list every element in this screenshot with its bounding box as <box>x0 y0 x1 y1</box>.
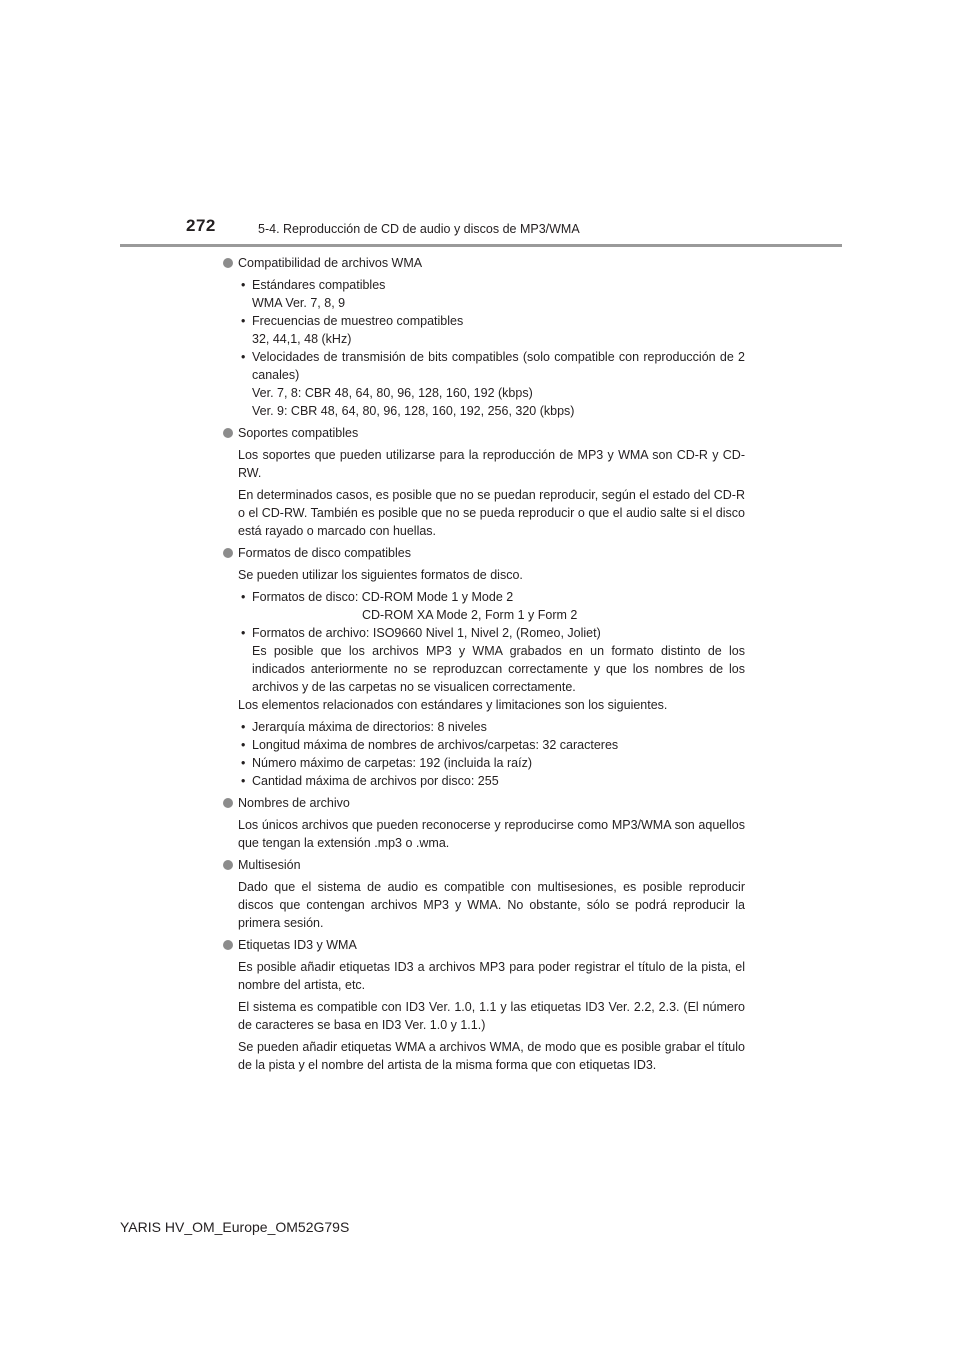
list-item-detail: CD-ROM XA Mode 2, Form 1 y Form 2 <box>362 608 578 622</box>
circle-bullet-icon <box>223 428 233 438</box>
section-wma-compat <box>223 254 745 420</box>
section-heading <box>223 936 745 954</box>
section-heading-text: Soportes compatibles <box>238 426 359 440</box>
header-rule <box>120 244 842 247</box>
page-number: 272 <box>186 216 216 235</box>
paragraph: Dado que el sistema de audio es compatible con multisesiones, es posible reproducir discos que contengan archivos MP3 y WMA. No obstante, sólo se podrá reproducir la primera sesión. <box>238 880 745 930</box>
list-item-text: Formatos de archivo: ISO9660 Nivel 1, Nivel 2, (Romeo, Joliet) <box>252 626 601 640</box>
section-heading <box>223 254 745 272</box>
section-heading-text: Etiquetas ID3 y WMA <box>238 938 357 952</box>
list-item-detail: Ver. 9: CBR 48, 64, 80, 96, 128, 160, 192, 256, 320 (kbps) <box>252 404 575 418</box>
paragraph: En determinados casos, es posible que no se puedan reproducir, según el estado del CD-R o el CD-RW. También es posible que no se pueda reproducir o que el audio salte si el disco está rayado o marcado con huellas. <box>238 488 745 538</box>
list-item: • Jerarquía máxima de directorios: 8 niveles <box>238 718 745 736</box>
paragraph: El sistema es compatible con ID3 Ver. 1.0, 1.1 y las etiquetas ID3 Ver. 2.2, 2.3. (El número de caracteres se basa en ID3 Ver. 1.0 y 1.1.) <box>238 1000 745 1032</box>
list-item <box>238 348 745 420</box>
section-heading <box>223 794 745 812</box>
paragraph: Los soportes que pueden utilizarse para la reproducción de MP3 y WMA son CD-R y CD-RW. <box>238 448 745 480</box>
footer-model-code: YARIS HV_OM_Europe_OM52G79S <box>120 1219 350 1235</box>
circle-bullet-icon <box>223 548 233 558</box>
list-item-text: Frecuencias de muestreo compatibles <box>252 314 464 328</box>
list-item-detail: Ver. 7, 8: CBR 48, 64, 80, 96, 128, 160, 192 (kbps) <box>252 386 533 400</box>
circle-bullet-icon <box>223 798 233 808</box>
section-file-names <box>223 794 745 852</box>
paragraph: Los elementos relacionados con estándares y limitaciones son los siguientes. <box>238 698 668 712</box>
list-item <box>238 276 745 312</box>
section-heading <box>223 856 745 874</box>
main-content <box>223 254 745 1078</box>
bullet-list <box>238 276 745 420</box>
section-id3-wma-tags <box>223 936 745 1074</box>
paragraph: Se pueden añadir etiquetas WMA a archivos WMA, de modo que es posible grabar el título de la pista y el nombre del artista de la misma forma que con etiquetas ID3. <box>238 1040 745 1072</box>
section-heading-text: Compatibilidad de archivos WMA <box>238 256 423 270</box>
section-heading <box>223 544 745 562</box>
bullet-list <box>238 718 745 790</box>
section-multisession <box>223 856 745 932</box>
bullet-list <box>238 588 745 696</box>
list-item: • Número máximo de carpetas: 192 (incluida la raíz) <box>238 754 745 772</box>
circle-bullet-icon <box>223 860 233 870</box>
section-heading-text: Multisesión <box>238 858 301 872</box>
list-item-text: Estándares compatibles <box>252 278 386 292</box>
section-disc-formats <box>223 544 745 790</box>
circle-bullet-icon <box>223 940 233 950</box>
list-item-text: Formatos de disco: CD-ROM Mode 1 y Mode 2 <box>252 590 514 604</box>
list-item <box>238 312 745 348</box>
list-item: • Longitud máxima de nombres de archivos/carpetas: 32 caracteres <box>238 736 745 754</box>
list-item-detail: Es posible que los archivos MP3 y WMA grabados en un formato distinto de los indicados anteriormente no se reproduzcan correctamente y que los nombres de los archivos y de las carpetas no se visualicen correctamente. <box>252 644 745 694</box>
list-item <box>238 588 745 624</box>
section-heading-text: Nombres de archivo <box>238 796 350 810</box>
paragraph: Los únicos archivos que pueden reconocerse y reproducirse como MP3/WMA son aquellos que tengan la extensión .mp3 o .wma. <box>238 818 745 850</box>
paragraph: Se pueden utilizar los siguientes formatos de disco. <box>238 568 523 582</box>
section-supported-media <box>223 424 745 540</box>
paragraph: Es posible añadir etiquetas ID3 a archivos MP3 para poder registrar el título de la pista, el nombre del artista, etc. <box>238 960 745 992</box>
list-item-detail: 32, 44,1, 48 (kHz) <box>252 332 352 346</box>
section-heading <box>223 424 745 442</box>
header-title: 5-4. Reproducción de CD de audio y discos de MP3/WMA <box>258 222 580 236</box>
section-heading-text: Formatos de disco compatibles <box>238 546 411 560</box>
list-item <box>238 624 745 696</box>
list-item-detail: WMA Ver. 7, 8, 9 <box>252 296 346 310</box>
circle-bullet-icon <box>223 258 233 268</box>
list-item: • Cantidad máxima de archivos por disco: 255 <box>238 772 745 790</box>
list-item-text: Velocidades de transmisión de bits compatibles (solo compatible con reproducción de 2 canales) <box>252 350 745 382</box>
